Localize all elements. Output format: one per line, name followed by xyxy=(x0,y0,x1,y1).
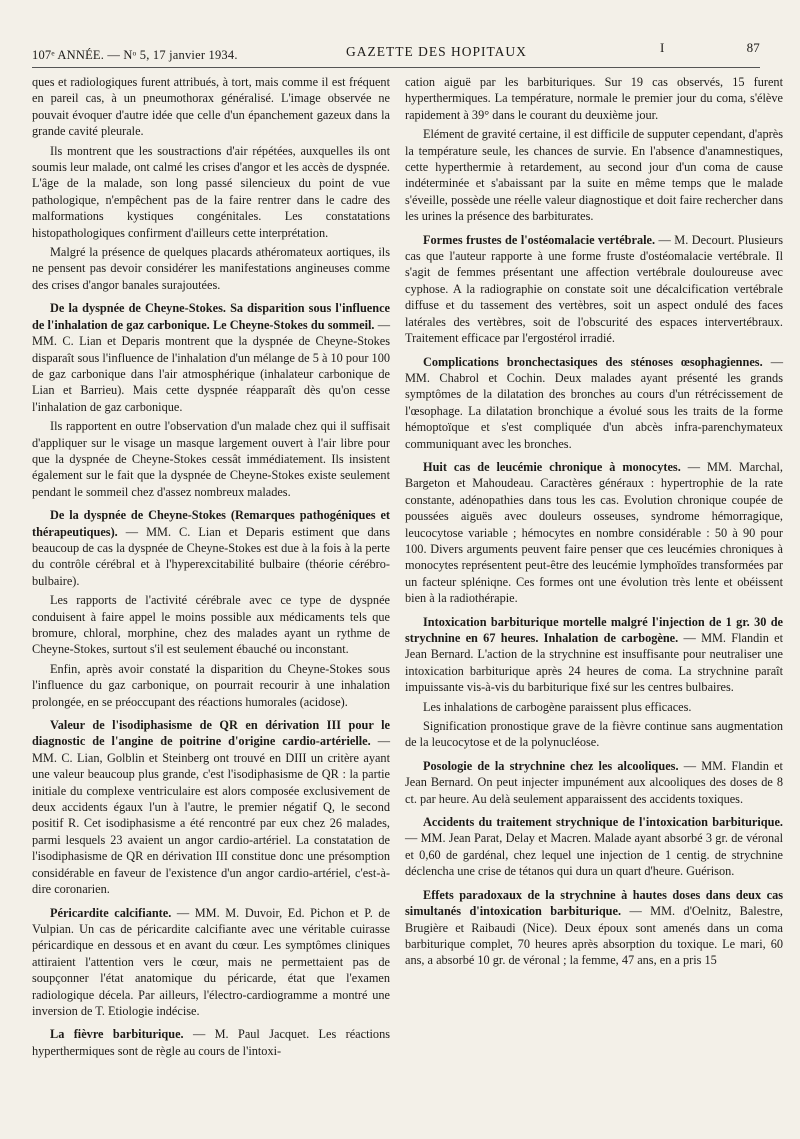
paragraph: ques et radiologiques furent attribués, à tort, mais comme il est fréquent en pareil cas, à un pneumothorax généralisé. L'image observée ne pouvait évoquer d'autre idée que celle d'un épanchement gazeux dans la grande cavité pleurale. xyxy=(32,75,390,139)
paragraph: Ils montrent que les soustractions d'air répétées, auxquelles ils ont soumis leur malade, ont calmé les crises d'angor et les accès de dyspnée. L'âge de la malade, son long passé silencieux du point de vue pathologique, n'empêchent pas de la faire rentrer dans le cadre des malformations kystiques congénitales. Les constatations histopathologiques confirment d'ailleurs cette interprétation. xyxy=(32,143,390,240)
abstract-entry xyxy=(405,232,783,347)
abstract-entry xyxy=(405,459,783,607)
abstract-entry xyxy=(405,354,783,452)
abstract-body: — M. Paul Jacquet. Les réactions hyperthermiques sont de règle au cours de l'intoxi- xyxy=(32,1027,391,1058)
paragraph: Ils rapportent en outre l'observation d'un malade chez qui il suffisait d'appliquer sur le visage un masque largement ouvert à l'air libre pour que la dyspnée de Cheyne-Stokes cessât immédiatement. Ils insistent également sur le fait que la dyspnée de Cheyne-Stokes existe seulement pendant le sommeil chez d'assez nombreux malades. xyxy=(32,419,390,499)
abstract-title: Complications bronchectasiques des sténoses œsophagiennes. xyxy=(423,354,763,369)
abstract-body: — MM. Flandin et Jean Bernard. On peut injecter impunément aux alcooliques des doses de 8 ct. par heure. Au delà seulement apparaissent des accidents toxiques. xyxy=(405,758,783,806)
abstract-title: De la dyspnée de Cheyne-Stokes (Remarques pathogéniques et thérapeutiques). xyxy=(32,508,390,539)
right-column xyxy=(405,74,783,972)
abstract-title: Accidents du traitement strychnique de l'intoxication barbiturique. xyxy=(423,815,783,830)
journal-title: GAZETTE DES HOPITAUX xyxy=(346,44,527,59)
abstract-body: — MM. C. Lian, Golblin et Steinberg ont trouvé en DIII un critère ayant une valeur beaucoup plus grande, c'est l'isodiphasisme de QR : la partie initiale du complexe ventriculaire est alors composée exclusivement de deux accidents égaux l'un à l'autre, le premier négatif Q, le second positif R. Cet isodiphasisme a été rencontré par eux chez 26 malades, parmi lesquels 23 avaient un angor cardio-artériel. La constatation de l'isodiphasisme de QR en dérivation III constitue donc une présomption considérable en faveur de l'existence d'un angor cardio-artériel, c'est-à-dire coronarien. xyxy=(32,734,391,897)
abstract-title: Huit cas de leucémie chronique à monocytes. xyxy=(423,459,681,474)
page-number: 87 xyxy=(746,40,760,55)
abstract-entry xyxy=(32,300,390,415)
abstract-entry xyxy=(405,758,783,807)
abstract-body: — M. Decourt. Plusieurs cas que l'auteur rapporte à une forme fruste d'ostéomalacie vertébrale. Il s'agit de femmes présentant une affection vertébrale douloureuse avec cyphose. A la radiographie on constate soit une décalcification vertébrale diffuse et du tassement des vertèbres, soit un aspect ondulé des faces latérales des vertèbres, soit de l'obscurité des espaces intervertébraux. Traitement efficace par l'ergostérol irradié. xyxy=(405,232,784,346)
issue-info: 107ᵉ ANNÉE. — Nᵒ 5, 17 janvier 1934. xyxy=(32,48,238,62)
abstract-body: — MM. C. Lian et Deparis montrent que la dyspnée de Cheyne-Stokes disparaît sous l'influence de l'inhalation d'un mélange de 5 à 10 pour 100 de gaz carbonique dans l'air atmosphérique (inhalateur carbonique de Lian et Barrieu). Mais cette dyspnée réapparaît dès qu'on cesse l'inhalation de gaz carbonique. xyxy=(32,317,390,414)
abstract-title: Péricardite calcifiante. xyxy=(50,905,172,920)
abstract-body: — MM. d'Oelnitz, Balestre, Brugière et Raibaudi (Nice). Deux époux sont amenés dans un coma barbiturique complet, 70 heures après absorption du toxique. Le mari, 60 ans, a absorbé 10 gr. de véronal ; la femme, 47 ans, en a pris 15 xyxy=(405,904,783,968)
paragraph: Les rapports de l'activité cérébrale avec ce type de dyspnée conduisent à faire appel le moins possible aux médicaments tels que bromure, chloral, morphine, chez des malades ayant un rythme de Cheyne-Stokes, surtout s'il est seulement ébauché ou inconstant. xyxy=(32,593,390,657)
abstract-entry xyxy=(405,887,783,969)
paragraph: Malgré la présence de quelques placards athéromateux aortiques, ils ne pensent pas devoir considérer les manifestations angineuses comme des crises d'angor banales surajoutées. xyxy=(32,245,390,292)
left-column xyxy=(32,74,390,1062)
abstract-entry xyxy=(405,814,783,880)
paragraph: Les inhalations de carbogène paraissent plus efficaces. xyxy=(423,699,692,714)
abstract-entry xyxy=(32,717,390,897)
paragraph: Elément de gravité certaine, il est difficile de supputer cependant, d'après la température seule, les chances de survie. En l'absence d'anamnestiques, cette hyperthermie à retardement, au second jour d'un coma de cause indéterminée et s'abaissant par la suite en même temps que le malade s'éveille, possède une réelle valeur diagnostique et doit faire rechercher dans les urines la présence des barbiturates. xyxy=(405,127,783,224)
abstract-body: — MM. Flandin et Jean Bernard. L'action de la strychnine est insuffisante pour neutraliser une intoxication barbiturique après 24 heures de coma. La strychnine paraît impuissante vis-à-vis du barbiturique fixé sur les centres bulbaires. xyxy=(405,631,783,695)
abstract-title: Intoxication barbiturique mortelle malgré l'injection de 1 gr. 30 de strychnine en 67 heures. Inhalation de carbogène. xyxy=(405,614,783,645)
abstract-title: Effets paradoxaux de la strychnine à hautes doses dans deux cas simultanés d'intoxication barbiturique. xyxy=(405,887,783,919)
abstract-body: — MM. C. Lian et Deparis estiment que dans beaucoup de cas la dyspnée de Cheyne-Stokes est due à la fois à la perte du contrôle cérébral et à l'hyperexcitabilité bulbaire (théorie cérébro-bulbaire). xyxy=(32,524,390,588)
abstract-entry xyxy=(32,1026,390,1059)
abstract-title: Posologie de la strychnine chez les alcooliques. xyxy=(423,758,679,773)
abstract-title: La fièvre barbiturique. xyxy=(50,1027,184,1042)
abstract-title: Valeur de l'isodiphasisme de QR en dérivation III pour le diagnostic de l'angine de poitrine d'origine cardio-artérielle. xyxy=(32,718,390,749)
header-rule xyxy=(32,67,760,68)
running-header xyxy=(32,38,760,64)
abstract-entry xyxy=(32,507,390,589)
header-mark: I xyxy=(660,40,665,55)
abstract-body: — MM. Chabrol et Cochin. Deux malades ayant présenté les grands symptômes de la dilatation des bronches au cours d'un rétrécissement de l'œsophage. La dilatation bronchique a évolué sous les traits de la forme hémoptoïque et s'est compliquée d'un abcès infra-parenchymateux communiquant avec les bronches. xyxy=(405,354,783,451)
abstract-body: — MM. Jean Parat, Delay et Macren. Malade ayant absorbé 3 gr. de véronal et 0,60 de gardénal, chez lequel une injection de 1 centig. de strychnine déclencha une crise de tétanos qui dura un quart d'heure. Guérison. xyxy=(405,831,783,879)
abstract-body: — MM. M. Duvoir, Ed. Pichon et P. de Vulpian. Un cas de péricardite calcifiante avec une véritable cuirasse péricardique en dessous et en avant du cœur. Les symptômes cliniques attiraient l'attention vers le cœur, mais ne permettaient pas de soupçonner l'état anatomique du péricarde, état que l'examen radiologique décela. Par ailleurs, l'électro-cardiogramme a montré une inversion de T. Etiologie indécise. xyxy=(32,905,390,1018)
abstract-entry xyxy=(405,614,783,696)
abstract-title: Formes frustes de l'ostéomalacie vertébrale. xyxy=(423,232,656,247)
abstract-entry xyxy=(32,905,390,1020)
paragraph: cation aiguë par les barbituriques. Sur 19 cas observés, 15 furent hyperthermiques. La température, normale le premier jour du coma, s'élève rapidement à 39° dans le courant du deuxième jour. xyxy=(405,75,783,122)
abstract-body: — MM. Marchal, Bargeton et Mahoudeau. Caractères généraux : hypertrophie de la rate constante, adénopathies dans tous les cas. Evolution chronique coupée de poussées aiguës avec douleurs osseuses, syndrome hémorragique, leucocytose variable ; hémocytes en nombre considérable : 50 à 90 pour 100. Divers arguments peuvent faire penser que ces leucémies chroniques à monocytes représentent peut-être des leucémie lymphoïdes transformées par un facteur spléniqne. Ces formes ont une évolution très lente et obéissent bien à la radiothérapie. xyxy=(405,459,783,606)
abstract-title: De la dyspnée de Cheyne-Stokes. Sa disparition sous l'influence de l'inhalation de gaz carbonique. Le Cheyne-Stokes du sommeil. xyxy=(32,301,390,332)
paragraph: Signification pronostique grave de la fièvre continue sans augmentation de la leucocytose et de la polynucléose. xyxy=(405,719,783,750)
paragraph: Enfin, après avoir constaté la disparition du Cheyne-Stokes sous l'influence du gaz carbonique, on pourrait recourir à une inhalation prolongée, en se préoccupant des réactions humorales (acidose). xyxy=(32,661,390,709)
